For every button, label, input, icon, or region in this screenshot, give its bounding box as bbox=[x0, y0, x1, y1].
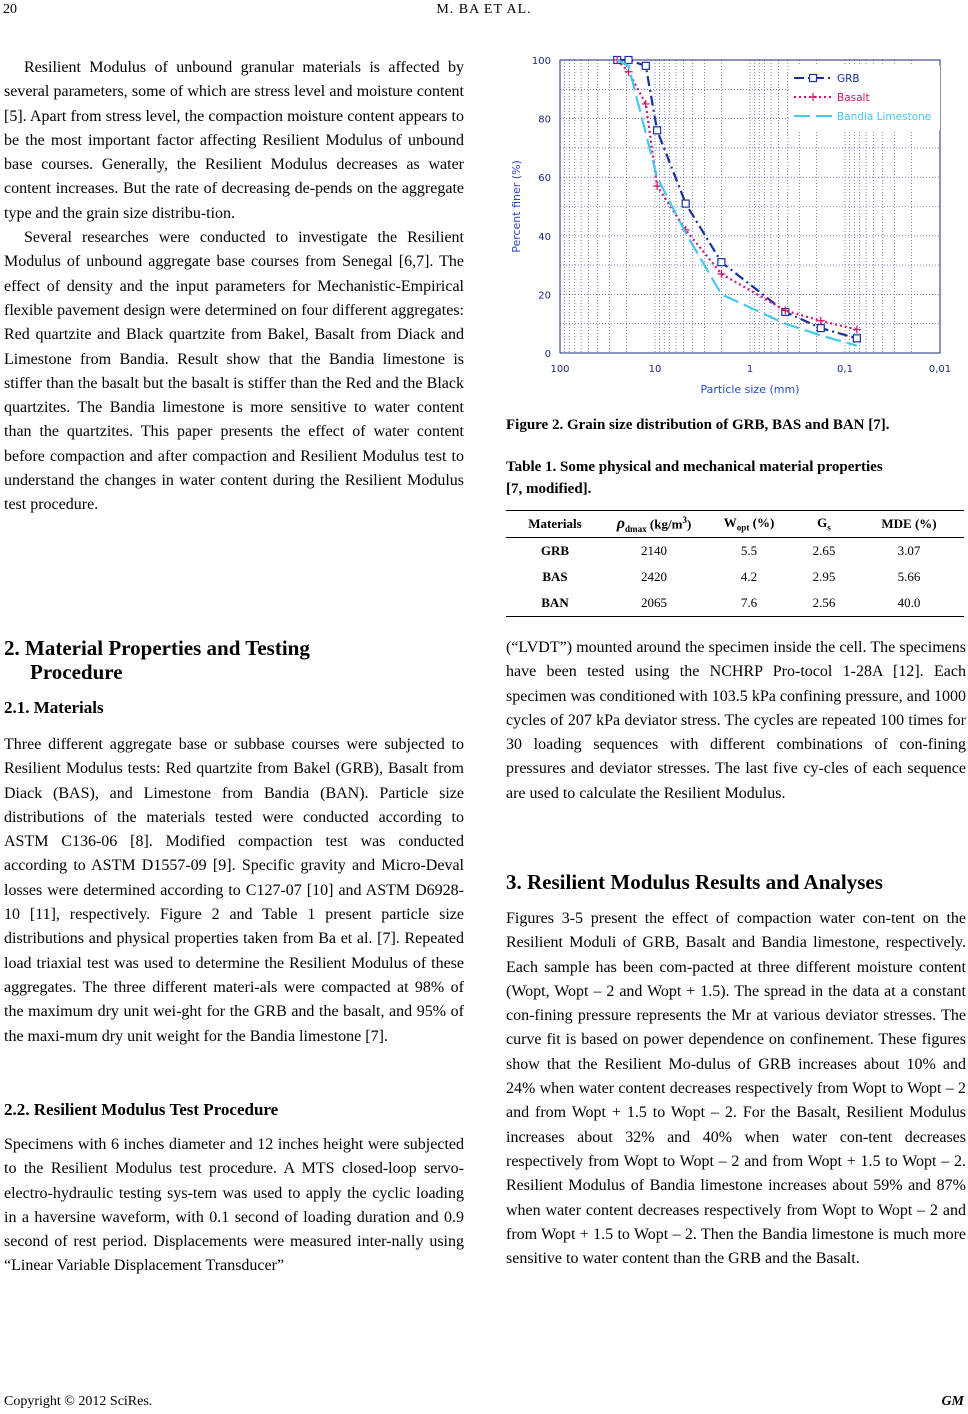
basalt-marker bbox=[817, 317, 825, 325]
col-header-mde: MDE (%) bbox=[854, 511, 964, 538]
left-column bbox=[4, 56, 464, 518]
procedure-paragraph: Specimens with 6 inches diameter and 12 inches height were subjected to the Resilient Modulus test procedure. A MTS closed-loop servo-electro-hydraulic testing sys-tem was used to apply the cyclic loading in a haversine waveform, with 0.1 second of loading duration and 0.9 second of rest period. Displacements were measured inter-nally using “Linear Variable Displacement Transducer” bbox=[4, 1136, 464, 1275]
x-tick-label: 0,01 bbox=[928, 364, 952, 375]
grb-marker bbox=[810, 75, 817, 82]
right-column bbox=[506, 636, 966, 806]
copyright-notice: Copyright © 2012 SciRes. bbox=[4, 1394, 153, 1409]
x-tick-label: 100 bbox=[550, 364, 570, 375]
table-row: GRB 2140 5.5 2.65 3.07 bbox=[540, 543, 921, 558]
section-3-heading: 3. Resilient Modulus Results and Analyses bbox=[506, 870, 883, 894]
lvdt-paragraph: (“LVDT”) mounted around the specimen inside the cell. The specimens have been tested using the NCHRP Pro-tocol 1-28A [12]. Each specimen was conditioned with 103.5 kPa confining pressure, and 1000 cycles of 207 kPa deviator stress. The cycles are repeated 100 times for 30 loading sequences with different combinations of con-fining pressures and deviator stresses. The last five cy-cles of each sequence are used to calculate the Resilient Modulus. bbox=[506, 639, 966, 802]
basalt-marker bbox=[642, 100, 650, 108]
legend-label: GRB bbox=[837, 73, 860, 85]
section-2-heading: 2. Material Properties and Testing Procedure bbox=[4, 636, 310, 684]
intro-paragraph-2: Several researches were conducted to investigate the Resilient Modulus of unbound aggregate base courses from Senegal [6,7]. The effect of density and the input parameters for Mechanistic-Empirical flexible pavement design were determined on four different aggregates: Red quartzite and Black quartzite from Bakel, Basalt from Diack and Limestone from Bandia. Result show that the Bandia limestone is stiffer than the basalt but the basalt is stiffer than the Red and the Black quartzites. The Bandia limestone is more sensitive to water content than the quartzites. This paper presents the effect of water content before compaction and after compaction and Resilient Modulus test to understand the changes in water content during the Resilient Modulus test procedure. bbox=[4, 229, 464, 514]
subsection-2-1-heading: 2.1. Materials bbox=[4, 698, 104, 717]
table-row: BAS 2420 4.2 2.95 5.66 bbox=[542, 569, 921, 584]
grb-marker bbox=[654, 127, 661, 134]
y-tick-label: 0 bbox=[544, 349, 551, 360]
x-axis-label: Particle size (mm) bbox=[700, 383, 800, 396]
col-header-density: $\rho_{dmax}$ $(kg/m^3)$ bbox=[604, 511, 704, 538]
grb-marker bbox=[853, 335, 860, 342]
left-column-materials bbox=[4, 733, 464, 1049]
running-header: M. BA ET AL. bbox=[436, 2, 532, 17]
page-number: 20 bbox=[3, 2, 17, 17]
material-properties-table bbox=[506, 510, 964, 617]
grb-marker bbox=[625, 57, 632, 64]
legend-label: Bandia Limestone bbox=[837, 111, 932, 123]
y-tick-label: 80 bbox=[538, 114, 551, 126]
grb-marker bbox=[718, 259, 725, 266]
x-tick-label: 1 bbox=[746, 364, 754, 375]
subsection-2-2-heading: 2.2. Resilient Modulus Test Procedure bbox=[4, 1100, 279, 1119]
legend-label: Basalt bbox=[837, 92, 870, 104]
grb-marker bbox=[817, 325, 824, 332]
y-axis-label: Percent finer (%) bbox=[510, 160, 523, 253]
x-tick-label: 0,1 bbox=[837, 364, 853, 375]
left-column-procedure bbox=[4, 1133, 464, 1279]
grb-marker bbox=[682, 200, 689, 207]
figure-2-caption: Figure 2. Grain size distribution of GRB, BAS and BAN [7]. bbox=[506, 417, 890, 433]
x-tick-label: 10 bbox=[648, 364, 662, 375]
table-row: BAN 2065 7.6 2.56 40.0 bbox=[506, 590, 964, 617]
results-paragraph: Figures 3-5 present the effect of compaction water con-tent on the Resilient Moduli of GRB, Basalt and Bandia limestone, respectively. Each sample has been com-pacted at three different moisture content (Wopt, Wopt – 2 and Wopt + 1.5). The spread in the data at a constant con-fining pressure represents the Mr at various deviator stresses. The curve fit is based on power dependence on confinement. These figures show that the Resilient Mo-dulus of GRB increases about 10% and 24% when water content decreases respectively from Wopt to Wopt – 2 and from Wopt + 1.5 to Wopt – 2. For the Basalt, Resilient Modulus increases about 32% and 40% when water con-tent decreases respectively from Wopt to Wopt – 2 and from Wopt + 1.5 to Wopt – 2. Resilient Modulus of Bandia limestone increases about 59% and 87% when water content decreases respectively from Wopt to Wopt – 2 and from Wopt + 1.5 to Wopt – 2. Then the Bandia limestone is much more sensitive to water content than the GRB and the Basalt. bbox=[506, 910, 966, 1268]
table-1-caption: Table 1. Some physical and mechanical material properties [7, modified]. bbox=[506, 459, 883, 497]
grb-marker bbox=[642, 62, 649, 69]
y-tick-label: 40 bbox=[538, 231, 551, 243]
y-tick-label: 60 bbox=[538, 173, 551, 185]
right-column-results bbox=[506, 907, 966, 1271]
basalt-marker bbox=[853, 326, 861, 334]
col-header-materials: Materials bbox=[506, 511, 604, 538]
journal-abbrev: GM bbox=[941, 1394, 964, 1409]
materials-paragraph: Three different aggregate base or subbase courses were subjected to Resilient Modulus tests: Red quartzite from Bakel (GRB), Basalt from Diack (BAS), and Limestone from Bandia (BAN). Particle size distributions of the materials tested were conducted according to ASTM C136-06 [8]. Modified compaction test was conducted according to ASTM D1557-09 [9]. Specific gravity and Micro-Deval losses were determined according to C127-07 [10] and ASTM D6928-10 [11], respectively. Figure 2 and Table 1 present particle size distributions and physical properties taken from Ba et al. [7]. Repeated load triaxial test was used to determine the Resilient Modulus of these aggregates. The three different materi-als were compacted at 98% of the maximum dry unit wei-ght for the GRB and the basalt, and 95% of the maxi-mum dry unit weight for the Bandia limestone [7]. bbox=[4, 736, 464, 1045]
col-header-wopt: $W_{opt}$ (%) bbox=[704, 511, 794, 538]
col-header-gs: $G_s$ bbox=[794, 511, 854, 538]
table-header-row bbox=[506, 511, 964, 538]
y-tick-label: 100 bbox=[531, 56, 551, 67]
y-tick-label: 20 bbox=[538, 290, 551, 302]
grain-size-chart bbox=[500, 44, 968, 404]
intro-paragraph-1: Resilient Modulus of unbound granular materials is affected by several parameters, some of which are stress level and moisture content [5]. Apart from stress level, the compaction moisture content appears to be the most important factor affecting Resilient Modulus of unbound base courses. Generally, the Resilient Modulus decreases as water content increases. But the rate of decreasing de-pends on the aggregate type and the grain size distribu-tion. bbox=[4, 59, 464, 222]
